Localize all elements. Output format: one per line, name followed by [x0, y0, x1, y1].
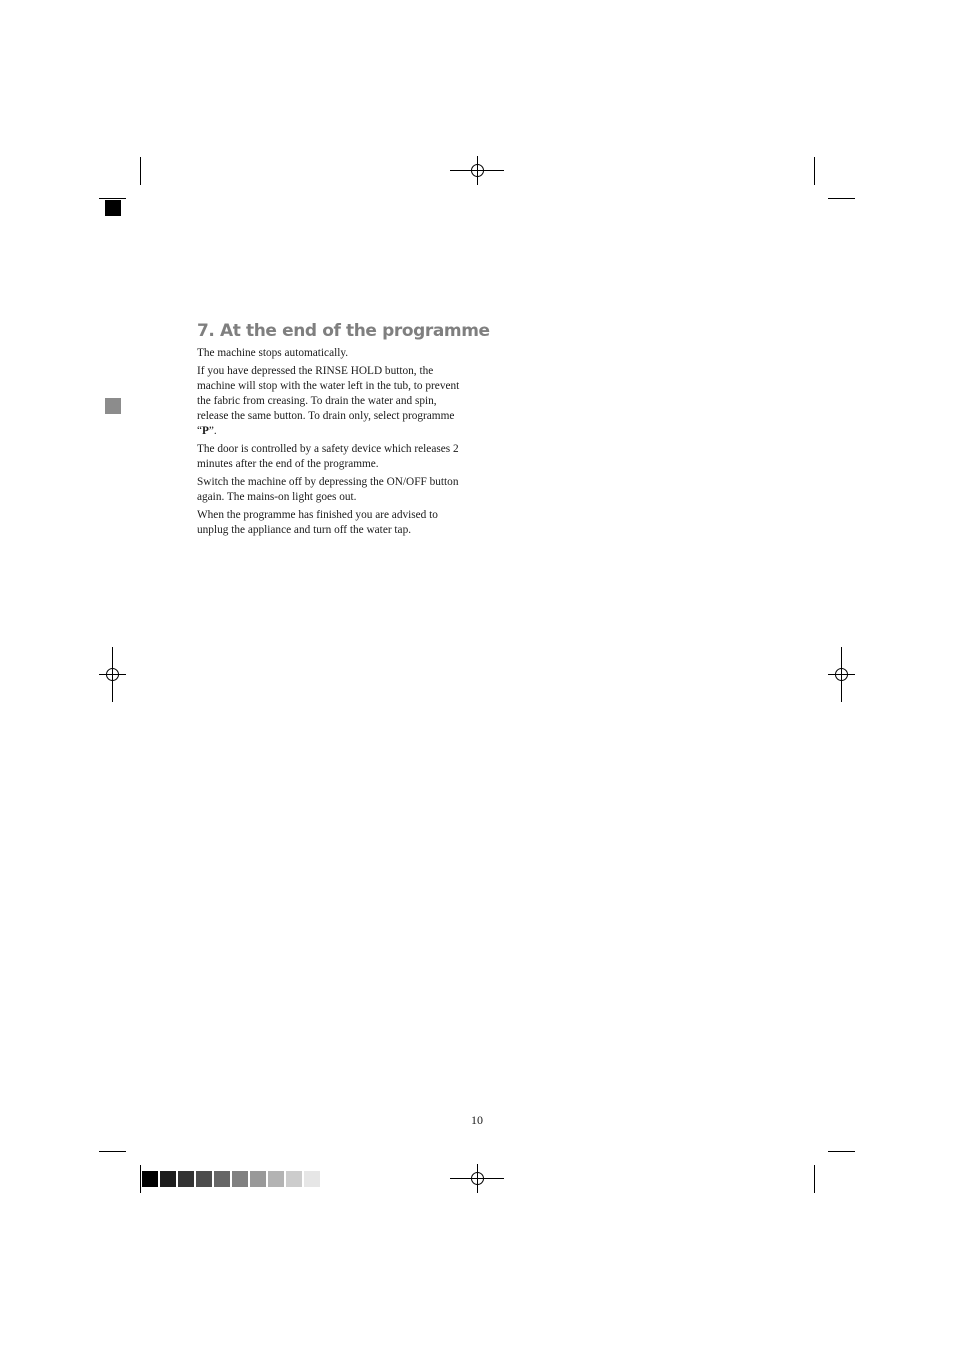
color-swatch — [268, 1171, 284, 1187]
paragraph-switch-off: Switch the machine off by depressing the ON/OFF button again. The mains-on light goes out. — [197, 476, 459, 503]
crop-mark-top-left-vertical — [140, 157, 141, 185]
color-swatch — [304, 1171, 320, 1187]
page-number: 10 — [471, 1113, 483, 1127]
paragraph-door-safety: The door is controlled by a safety device which releases 2 minutes after the end of the programme. — [197, 443, 459, 470]
crop-mark-bottom-right-vertical — [814, 1165, 815, 1193]
rinse-hold-text: If you have depressed the RINSE HOLD button, the machine will stop with the water left in the tub, to prevent the fabric from creasing. To drain the water and spin, release the same button. To drain only, select programme “ — [197, 365, 460, 437]
paragraph-stops-automatically: The machine stops automatically. — [197, 347, 349, 359]
crop-mark-top-left-horizontal — [99, 198, 126, 199]
rinse-hold-text-end: ”. — [208, 425, 217, 437]
crop-mark-bottom-right-horizontal — [828, 1151, 855, 1152]
side-marker-black — [105, 200, 121, 216]
paragraph-unplug: When the programme has finished you are advised to unplug the appliance and turn off the water tap. — [197, 509, 438, 536]
registration-top-circle — [471, 164, 484, 177]
color-swatch — [142, 1171, 158, 1187]
color-swatch — [250, 1171, 266, 1187]
color-swatch — [232, 1171, 248, 1187]
crop-mark-top-right-horizontal — [828, 198, 855, 199]
programme-p-label: P — [202, 425, 209, 437]
registration-left-circle — [106, 668, 119, 681]
section-heading: 7. At the end of the programme — [197, 321, 490, 341]
crop-mark-bottom-left-vertical — [140, 1165, 141, 1193]
color-swatch — [214, 1171, 230, 1187]
color-swatch — [160, 1171, 176, 1187]
crop-mark-bottom-left-horizontal — [99, 1151, 126, 1152]
color-swatch — [178, 1171, 194, 1187]
color-swatch — [286, 1171, 302, 1187]
registration-bottom-circle — [471, 1172, 484, 1185]
side-marker-gray — [105, 398, 121, 414]
crop-mark-top-right-vertical — [814, 157, 815, 185]
color-swatch — [196, 1171, 212, 1187]
registration-right-circle — [835, 668, 848, 681]
paragraph-rinse-hold — [197, 364, 469, 439]
section-body — [197, 346, 469, 541]
